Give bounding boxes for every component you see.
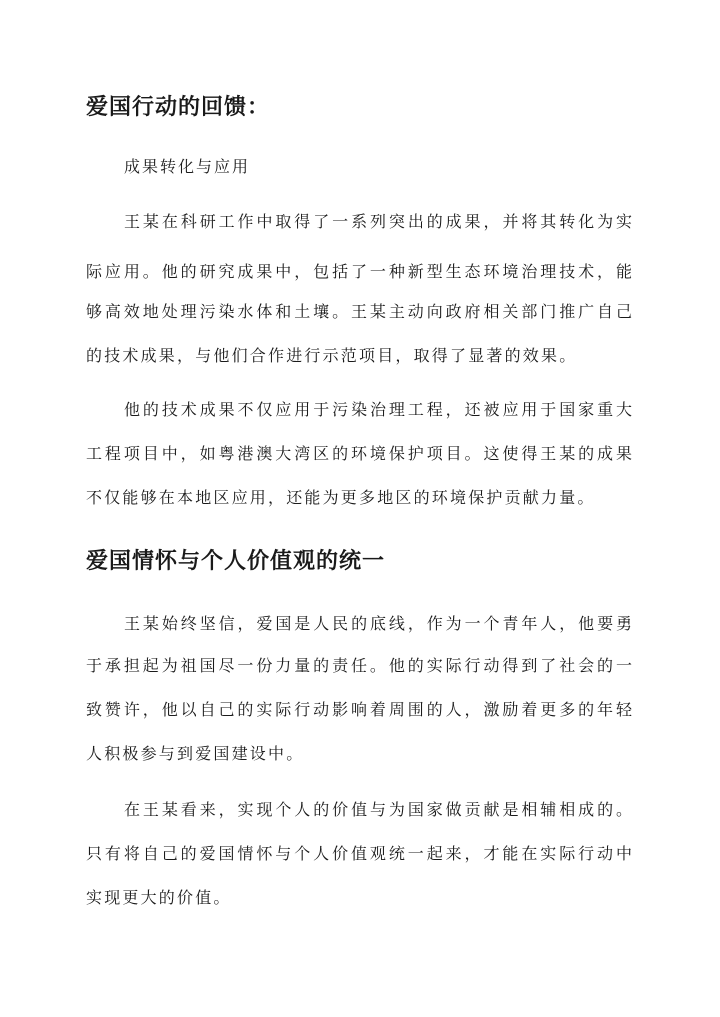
section-heading-patriotic-feedback: 爱国行动的回馈：	[86, 94, 271, 120]
paragraph-line: 王某在科研工作中取得了一系列突出的成果，并将其转化为实	[124, 212, 632, 231]
section-subheading-achievement-transfer: 成果转化与应用	[124, 157, 251, 176]
paragraph-line: 工程项目中，如粤港澳大湾区的环境保护项目。这使得王某的成果	[86, 444, 632, 463]
paragraph-line: 的技术成果，与他们合作进行示范项目，取得了显著的效果。	[86, 346, 578, 365]
paragraph-line: 致赞许，他以自己的实际行动影响着周围的人，激励着更多的年轻	[86, 700, 632, 719]
paragraph-line: 他的技术成果不仅应用于污染治理工程，还被应用于国家重大	[124, 400, 632, 419]
paragraph-line: 在王某看来，实现个人的价值与为国家做贡献是相辅相成的。	[124, 800, 632, 819]
section-heading-patriotism-and-values: 爱国情怀与个人价值观的统一	[86, 548, 386, 574]
paragraph-line: 人积极参与到爱国建设中。	[86, 744, 305, 763]
paragraph-line: 王某始终坚信，爱国是人民的底线，作为一个青年人，他要勇	[124, 614, 632, 633]
paragraph-line: 于承担起为祖国尽一份力量的责任。他的实际行动得到了社会的一	[86, 656, 632, 675]
paragraph-line: 不仅能够在本地区应用，还能为更多地区的环境保护贡献力量。	[86, 488, 596, 507]
paragraph-line: 际应用。他的研究成果中，包括了一种新型生态环境治理技术，能	[86, 262, 632, 281]
paragraph-line: 够高效地处理污染水体和土壤。王某主动向政府相关部门推广自己	[86, 302, 632, 321]
paragraph-line: 实现更大的价值。	[86, 888, 232, 907]
paragraph-line: 只有将自己的爱国情怀与个人价值观统一起来，才能在实际行动中	[86, 844, 632, 863]
